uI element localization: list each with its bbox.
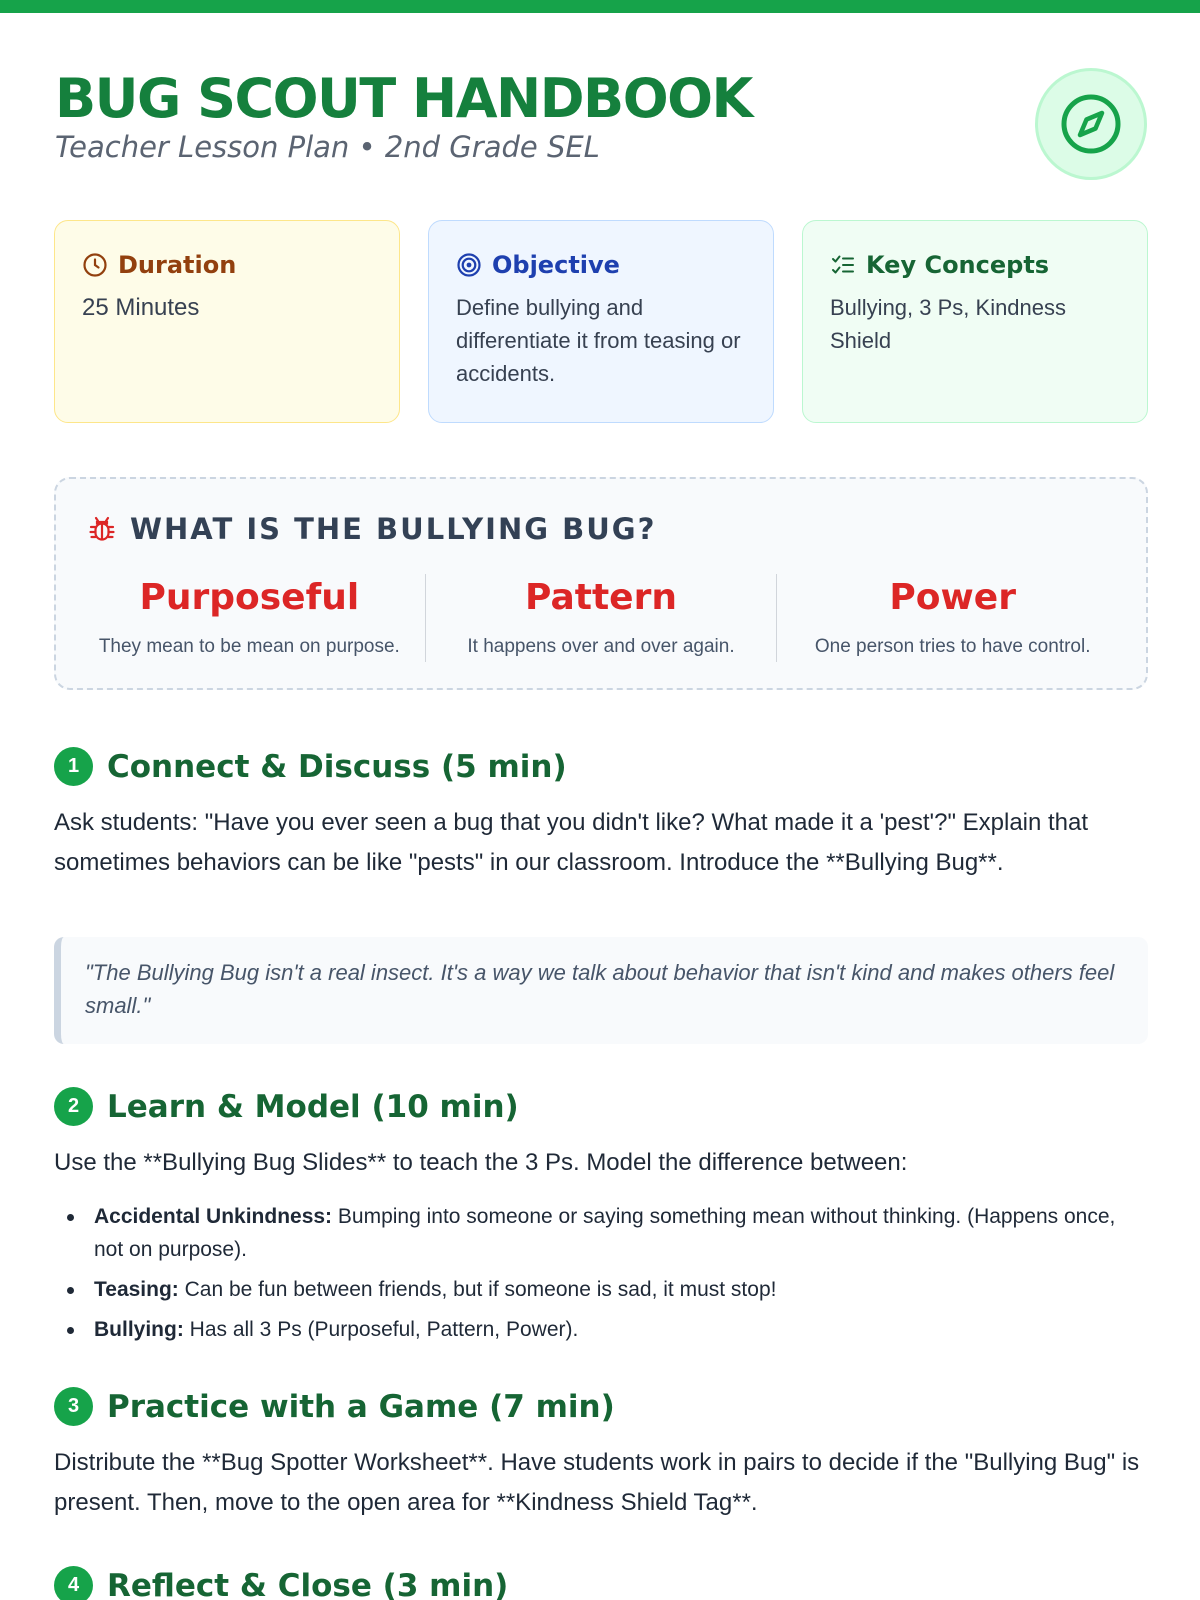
step-number-badge: 4 — [54, 1566, 93, 1600]
section-title: Practice with a Game (7 min) — [107, 1388, 615, 1425]
section-4-heading — [54, 1566, 508, 1600]
section-title: Learn & Model (10 min) — [107, 1088, 519, 1125]
page-header — [55, 66, 1147, 186]
section-2-heading — [54, 1087, 519, 1126]
list-item-text: Can be fun between friends, but if someone is sad, it must stop! — [178, 1278, 777, 1301]
objective-card — [428, 220, 774, 423]
bullying-bug-box — [54, 477, 1148, 690]
behavior-list — [54, 1200, 1148, 1353]
key-concepts-label: Key Concepts — [866, 251, 1050, 279]
p-name: Purposeful — [139, 577, 360, 618]
duration-card — [54, 220, 400, 423]
p-description: One person tries to have control. — [814, 636, 1091, 657]
objective-text: Define bullying and differentiate it from teasing or accidents. — [456, 295, 741, 386]
p-name: Power — [889, 577, 1016, 618]
section-3-heading — [54, 1387, 615, 1426]
bug-icon — [86, 513, 118, 545]
clock-icon — [82, 252, 108, 278]
top-accent-bar — [0, 0, 1200, 13]
section-1-text: Ask students: "Have you ever seen a bug that you didn't like? What made it a 'pest'?" Explain that sometimes behaviors can be like "pests" in our classroom. Introduce the **Bullying Bug**. — [54, 809, 1089, 876]
compass-icon — [1059, 92, 1123, 156]
list-item-term: Teasing: — [94, 1278, 179, 1301]
checklist-icon — [830, 252, 856, 278]
section-1-heading — [54, 747, 567, 786]
section-3-text: Distribute the **Bug Spotter Worksheet**. Have students work in pairs to decide if the "Bullying Bug" is present. Then, move to the open area for **Kindness Shield Tag**. — [54, 1449, 1140, 1516]
teacher-quote: "The Bullying Bug isn't a real insect. It's a way we talk about behavior that isn't kind and makes others feel small." — [54, 937, 1148, 1044]
duration-value: 25 Minutes — [82, 294, 200, 321]
p-description: It happens over and over again. — [467, 636, 735, 657]
info-cards — [54, 220, 1148, 423]
key-concepts-text: Bullying, 3 Ps, Kindness Shield — [830, 295, 1067, 353]
p-purposeful — [74, 574, 425, 662]
page-subtitle: Teacher Lesson Plan • 2nd Grade SEL — [55, 130, 600, 164]
bullying-bug-title: WHAT IS THE BULLYING BUG? — [130, 512, 657, 546]
step-number-badge: 3 — [54, 1387, 93, 1426]
list-item-text: Bumping into someone or saying something mean without thinking. (Happens once, not on purpose). — [94, 1205, 1116, 1261]
list-item-term: Accidental Unkindness: — [94, 1205, 333, 1228]
step-number-badge: 2 — [54, 1087, 93, 1126]
step-number-badge: 1 — [54, 747, 93, 786]
key-concepts-card-header — [830, 251, 1120, 279]
target-icon — [456, 252, 482, 278]
p-name: Pattern — [525, 577, 677, 618]
p-power — [776, 574, 1128, 662]
section-2-text: Use the **Bullying Bug Slides** to teach the 3 Ps. Model the difference between: — [54, 1149, 908, 1176]
objective-card-header — [456, 251, 746, 279]
section-title: Connect & Discuss (5 min) — [107, 748, 567, 785]
section-title: Reflect & Close (3 min) — [107, 1567, 509, 1600]
objective-label: Objective — [492, 251, 620, 279]
duration-card-header — [82, 251, 372, 279]
key-concepts-card — [802, 220, 1148, 423]
list-item — [54, 1200, 1148, 1266]
duration-label: Duration — [118, 251, 237, 279]
list-item — [54, 1313, 1148, 1346]
p-description: They mean to be mean on purpose. — [98, 636, 400, 657]
bullying-bug-heading — [86, 512, 656, 546]
compass-badge — [1035, 68, 1147, 180]
p-pattern — [425, 574, 777, 662]
list-item — [54, 1273, 1148, 1306]
list-item-term: Bullying: — [94, 1318, 184, 1341]
three-ps — [74, 574, 1128, 662]
list-item-text: Has all 3 Ps (Purposeful, Pattern, Power). — [183, 1318, 579, 1341]
page-title: BUG SCOUT HANDBOOK — [55, 67, 752, 130]
